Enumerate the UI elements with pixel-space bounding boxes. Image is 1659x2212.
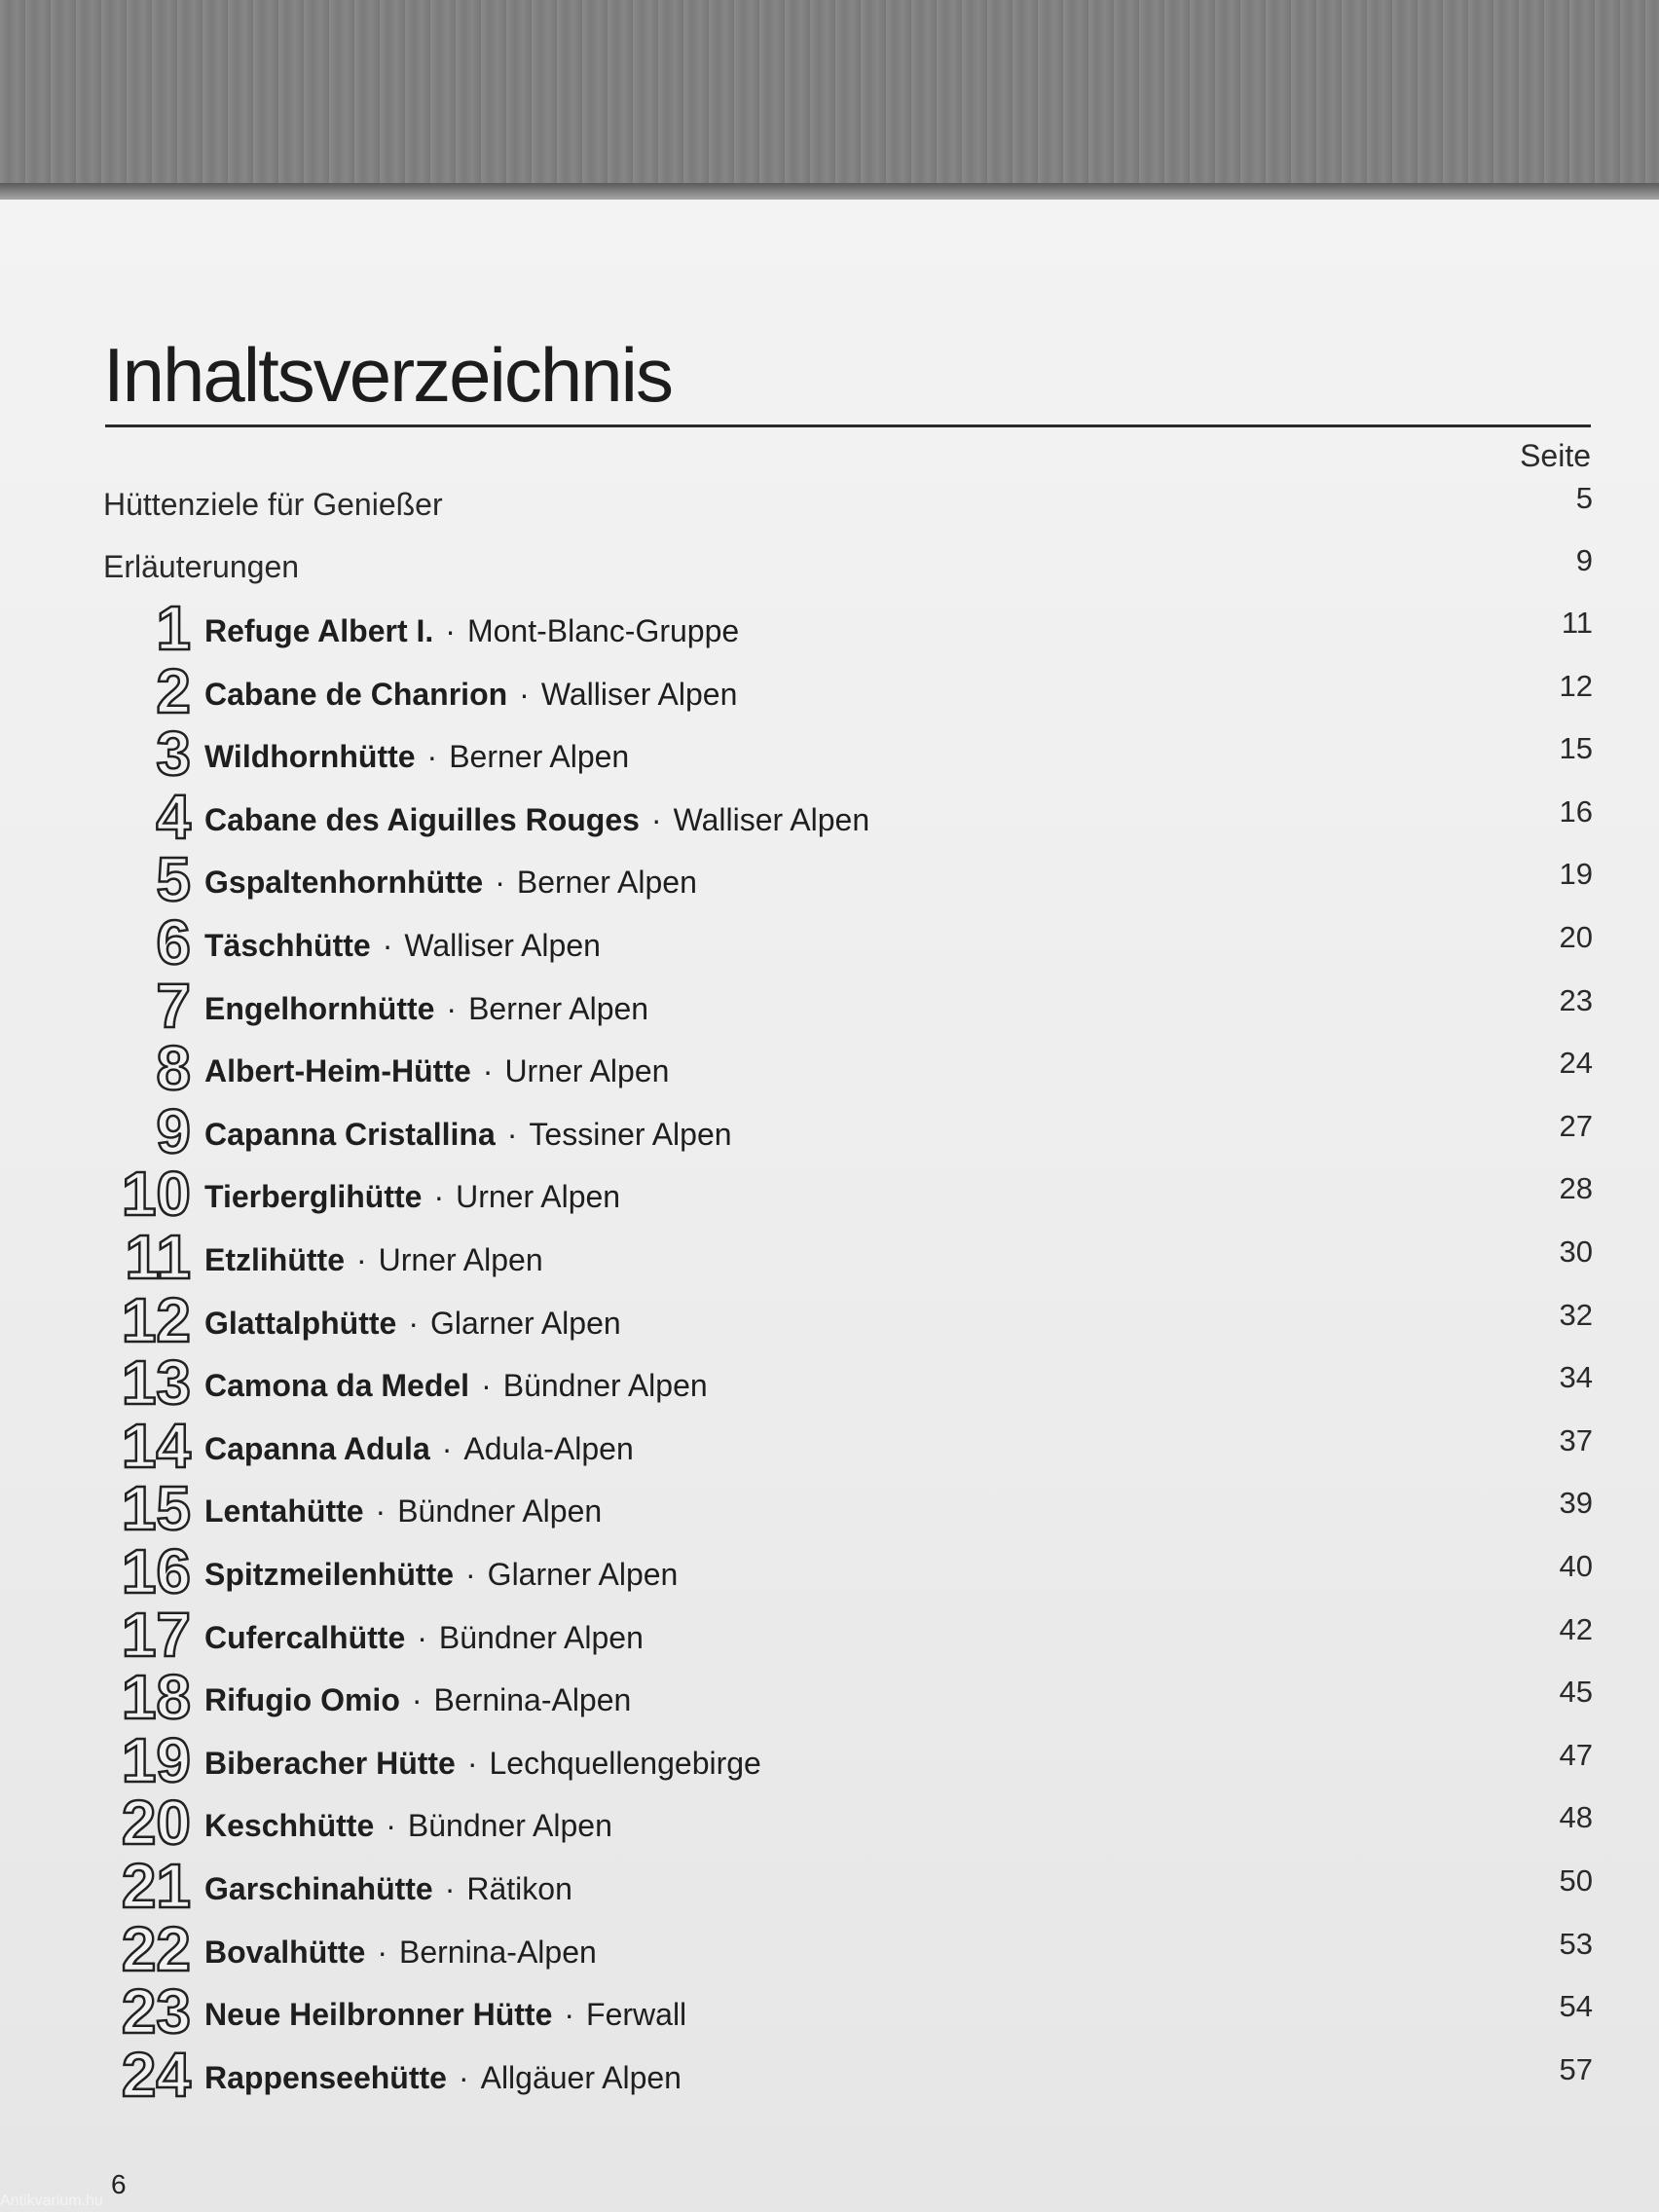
toc-entry-text	[204, 928, 601, 964]
separator-dot: ·	[375, 1493, 387, 1529]
mountain-region: Tessiner Alpen	[529, 1117, 732, 1152]
toc-entry-number: 18	[121, 1662, 191, 1732]
toc-entry-text	[204, 1935, 597, 1971]
hut-name: Rifugio Omio	[204, 1682, 400, 1717]
mountain-region: Bündner Alpen	[502, 1368, 708, 1403]
toc-page-number: 9	[1575, 543, 1593, 577]
mountain-region: Rätikon	[466, 1871, 572, 1906]
mountain-region: Lechquellengebirge	[489, 1746, 761, 1781]
title-divider	[105, 424, 1591, 427]
separator-dot: ·	[506, 1117, 518, 1152]
mountain-region: Walliser Alpen	[540, 677, 738, 712]
toc-entry-number: 22	[121, 1914, 191, 1984]
toc-entry-number: 6	[156, 907, 191, 977]
mountain-region: Berner Alpen	[468, 991, 649, 1026]
toc-page-number: 15	[1559, 731, 1593, 765]
separator-dot: ·	[650, 802, 662, 837]
toc-entry-row	[0, 1285, 1659, 1358]
mountain-region: Berner Alpen	[516, 865, 697, 900]
toc-entry-number: 10	[121, 1159, 191, 1229]
toc-entry-row	[0, 1096, 1659, 1169]
toc-entry-number: 23	[121, 1976, 191, 2046]
toc-page-number: 5	[1575, 481, 1593, 515]
toc-entry-number: 12	[121, 1285, 191, 1355]
separator-dot: ·	[417, 1620, 427, 1655]
separator-dot: ·	[495, 865, 505, 900]
hut-name: Cabane des Aiguilles Rouges	[204, 802, 640, 837]
toc-entry-text	[204, 2060, 682, 2096]
separator-dot: ·	[445, 613, 456, 648]
toc-intro-row	[0, 541, 1659, 604]
toc-page-number: 48	[1559, 1800, 1593, 1834]
toc-page-number: 39	[1559, 1486, 1593, 1520]
toc-entry-text	[204, 1368, 708, 1404]
mountain-region: Walliser Alpen	[673, 802, 870, 837]
mountain-region: Walliser Alpen	[404, 928, 601, 963]
toc-entry-text	[204, 802, 869, 838]
toc-entry-text	[204, 1493, 602, 1530]
toc-intro-row	[0, 479, 1659, 541]
hut-name: Neue Heilbronner Hütte	[204, 1997, 553, 2032]
toc-entry-row	[0, 844, 1659, 917]
hut-name: Keschhütte	[204, 1808, 375, 1843]
toc-entry-number: 19	[121, 1725, 191, 1795]
toc-entry-number: 8	[156, 1033, 191, 1103]
hut-name: Refuge Albert I.	[204, 613, 434, 648]
toc-entry-number: 13	[121, 1347, 191, 1418]
toc-page-number: 45	[1559, 1675, 1593, 1709]
toc-entry-row	[0, 1222, 1659, 1295]
toc-entry-number: 17	[121, 1600, 191, 1670]
mountain-region: Bernina-Alpen	[433, 1682, 632, 1717]
watermark: Antikvarium.hu	[0, 2193, 103, 2209]
toc-entry-number: 1	[156, 593, 191, 663]
toc-page-number: 30	[1559, 1235, 1593, 1269]
toc-entry-number: 3	[156, 719, 191, 789]
toc-entry-row	[0, 907, 1659, 980]
mountain-region: Adula-Alpen	[463, 1431, 634, 1466]
folio-page-number: 6	[111, 2169, 127, 2199]
toc-entry-number: 2	[156, 656, 191, 726]
toc-page-number: 19	[1559, 857, 1593, 891]
toc-entry-row	[0, 1473, 1659, 1546]
toc-entry-text	[204, 739, 629, 775]
separator-dot: ·	[377, 1935, 387, 1970]
toc-entry-number: 16	[121, 1536, 191, 1606]
toc-entry-row	[0, 1914, 1659, 1987]
hut-name: Capanna Cristallina	[204, 1117, 496, 1152]
toc-page-number: 50	[1559, 1863, 1593, 1898]
mountain-region: Glarner Alpen	[429, 1306, 621, 1341]
toc-entry-text	[204, 1808, 612, 1844]
toc-entry-row	[0, 1347, 1659, 1420]
page-column-label: Seite	[1520, 438, 1591, 473]
toc-entry-text	[204, 1242, 543, 1278]
separator-dot: ·	[426, 739, 438, 774]
separator-dot: ·	[465, 1557, 476, 1592]
hut-name: Täschhütte	[204, 928, 371, 963]
toc-page-number: 37	[1559, 1423, 1593, 1457]
hut-name: Spitzmeilenhütte	[204, 1557, 455, 1592]
separator-dot: ·	[444, 1871, 456, 1906]
separator-dot: ·	[481, 1368, 492, 1403]
hut-name: Tierberglihütte	[204, 1179, 423, 1214]
toc-page-number: 28	[1559, 1171, 1593, 1205]
hut-name: Garschinahütte	[204, 1871, 433, 1906]
mountain-region: Mont-Blanc-Gruppe	[466, 613, 740, 648]
toc-intro-label: Hüttenziele für Genießer	[103, 487, 443, 522]
toc-entry-number: 24	[121, 2040, 191, 2110]
toc-entry-text	[204, 1306, 621, 1342]
hut-name: Albert-Heim-Hütte	[204, 1053, 471, 1088]
separator-dot: ·	[466, 1746, 478, 1781]
mountain-region: Urner Alpen	[504, 1053, 670, 1088]
toc-entry-text	[204, 991, 648, 1027]
mountain-region: Berner Alpen	[449, 739, 630, 774]
toc-page-number: 34	[1559, 1360, 1593, 1394]
separator-dot: ·	[441, 1431, 453, 1466]
toc-page-number: 40	[1559, 1549, 1593, 1583]
separator-dot: ·	[458, 2060, 469, 2095]
toc-entry-row	[0, 656, 1659, 729]
toc-entry-text	[204, 1179, 620, 1215]
toc-entry-text	[204, 1871, 572, 1907]
toc-entry-row	[0, 1725, 1659, 1798]
toc-entry-row	[0, 1159, 1659, 1232]
toc-page-number: 20	[1559, 920, 1593, 954]
toc-entry-row	[0, 1600, 1659, 1673]
toc-entry-row	[0, 2040, 1659, 2113]
toc-intro-label: Erläuterungen	[103, 549, 300, 584]
separator-dot: ·	[482, 1053, 494, 1088]
toc-entry-row	[0, 1976, 1659, 2049]
toc-entry-text	[204, 1746, 761, 1782]
mountain-region: Bernina-Alpen	[399, 1935, 597, 1970]
table-background	[0, 0, 1659, 195]
separator-dot: ·	[433, 1179, 445, 1214]
hut-name: Camona da Medel	[204, 1368, 470, 1403]
toc-page-number: 32	[1559, 1298, 1593, 1332]
toc-entry-row	[0, 1033, 1659, 1106]
toc-entry-number: 4	[156, 782, 191, 852]
hut-name: Biberacher Hütte	[204, 1746, 456, 1781]
toc-entry-number: 21	[121, 1851, 191, 1921]
mountain-region: Bündner Alpen	[397, 1493, 603, 1529]
toc-entry-number: 7	[156, 971, 191, 1041]
hut-name: Etzlihütte	[204, 1242, 345, 1277]
separator-dot: ·	[446, 991, 458, 1026]
toc-entry-text	[204, 1682, 631, 1718]
page-title: Inhaltsverzeichnis	[103, 332, 672, 418]
toc-entry-text	[204, 1431, 634, 1467]
hut-name: Wildhornhütte	[204, 739, 416, 774]
toc-entry-text	[204, 613, 739, 649]
toc-page-number: 11	[1561, 606, 1593, 640]
toc-entry-number: 5	[156, 844, 191, 914]
toc-entry-number: 11	[125, 1222, 191, 1292]
separator-dot: ·	[564, 1997, 575, 2032]
toc-entry-text	[204, 865, 697, 901]
hut-name: Engelhornhütte	[204, 991, 435, 1026]
separator-dot: ·	[519, 677, 530, 712]
hut-name: Capanna Adula	[204, 1431, 430, 1466]
toc-page-number: 53	[1559, 1927, 1593, 1961]
separator-dot: ·	[386, 1808, 396, 1843]
toc-entry-text	[204, 1997, 686, 2033]
separator-dot: ·	[382, 928, 393, 963]
separator-dot: ·	[355, 1242, 367, 1277]
hut-name: Rappenseehütte	[204, 2060, 447, 2095]
mountain-region: Ferwall	[586, 1997, 687, 2032]
toc-entry-text	[204, 1620, 644, 1656]
toc-page-number: 23	[1559, 983, 1593, 1017]
toc-entry-number: 9	[156, 1096, 191, 1166]
toc-entry-row	[0, 971, 1659, 1044]
mountain-region: Urner Alpen	[456, 1179, 621, 1214]
mountain-region: Bündner Alpen	[407, 1808, 612, 1843]
toc-page-number: 57	[1559, 2052, 1593, 2086]
hut-name: Glattalphütte	[204, 1306, 397, 1341]
toc-page-number: 54	[1559, 1989, 1593, 2023]
hut-name: Cabane de Chanrion	[204, 677, 508, 712]
toc-entry-text	[204, 677, 737, 713]
toc-entry-row	[0, 1662, 1659, 1735]
toc-entry-text	[204, 1053, 669, 1089]
toc-entry-number: 20	[121, 1788, 191, 1858]
mountain-region: Bündner Alpen	[438, 1620, 644, 1655]
toc-page-number: 27	[1559, 1109, 1593, 1143]
toc-entry-row	[0, 782, 1659, 855]
toc-page-number: 47	[1559, 1738, 1593, 1772]
separator-dot: ·	[408, 1306, 419, 1341]
mountain-region: Urner Alpen	[378, 1242, 543, 1277]
toc-entry-text	[204, 1557, 678, 1593]
toc-page-number: 42	[1559, 1612, 1593, 1646]
mountain-region: Allgäuer Alpen	[480, 2060, 682, 2095]
hut-name: Lentahütte	[204, 1493, 364, 1529]
toc-page-number: 16	[1559, 794, 1593, 829]
toc-entry-number: 14	[121, 1411, 191, 1481]
separator-dot: ·	[411, 1682, 423, 1717]
toc-page-number: 12	[1559, 669, 1593, 703]
toc-entry-text	[204, 1117, 732, 1153]
toc-page-number: 24	[1559, 1046, 1593, 1080]
toc-entry-row	[0, 593, 1659, 666]
hut-name: Bovalhütte	[204, 1935, 366, 1970]
toc-entry-row	[0, 1788, 1659, 1861]
toc-entry-number: 15	[121, 1473, 191, 1543]
mountain-region: Glarner Alpen	[487, 1557, 679, 1592]
toc-entry-row	[0, 1411, 1659, 1484]
hut-name: Cufercalhütte	[204, 1620, 406, 1655]
toc-entry-row	[0, 1851, 1659, 1924]
hut-name: Gspaltenhornhütte	[204, 865, 484, 900]
toc-entry-row	[0, 1536, 1659, 1609]
toc-entry-row	[0, 719, 1659, 792]
